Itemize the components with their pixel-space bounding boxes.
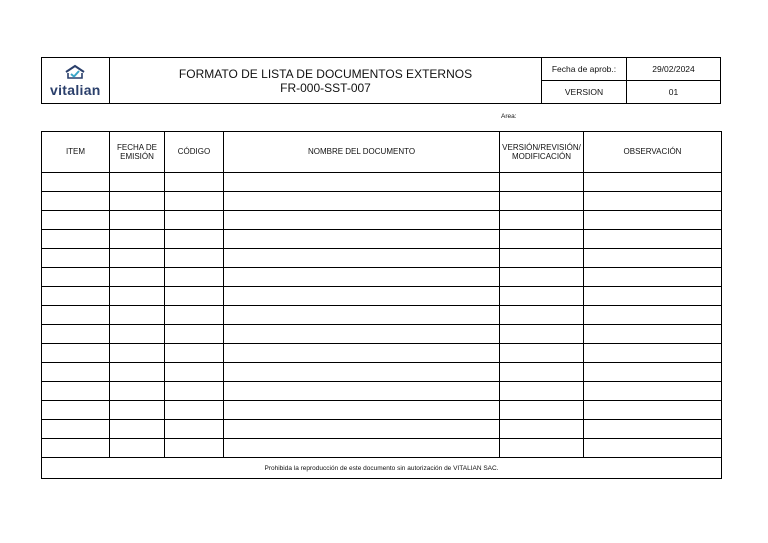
table-cell[interactable] (500, 249, 584, 268)
table-cell[interactable] (110, 325, 165, 344)
approval-row (542, 58, 720, 81)
footer-row (42, 458, 722, 479)
table-body (42, 173, 722, 458)
table-cell[interactable] (500, 439, 584, 458)
table-cell[interactable] (110, 306, 165, 325)
version-label: VERSION (542, 81, 627, 104)
documents-table (41, 131, 722, 479)
col-nombre-documento: NOMBRE DEL DOCUMENTO (224, 132, 500, 173)
title-block (110, 58, 542, 103)
table-header-row (42, 132, 722, 173)
table-cell[interactable] (165, 211, 224, 230)
table-cell[interactable] (42, 268, 110, 287)
table-row (42, 192, 722, 211)
logo-text: vitalian (50, 82, 101, 98)
table-cell[interactable] (500, 306, 584, 325)
table-cell[interactable] (165, 382, 224, 401)
table-cell[interactable] (224, 439, 500, 458)
table-row (42, 420, 722, 439)
table-cell[interactable] (500, 363, 584, 382)
table-cell[interactable] (500, 211, 584, 230)
table-cell[interactable] (165, 287, 224, 306)
table-cell[interactable] (165, 173, 224, 192)
table-row (42, 325, 722, 344)
table-cell[interactable] (42, 173, 110, 192)
table-row (42, 439, 722, 458)
table-row (42, 211, 722, 230)
table-cell[interactable] (165, 325, 224, 344)
table-cell[interactable] (165, 249, 224, 268)
table-cell[interactable] (500, 401, 584, 420)
table-cell[interactable] (584, 325, 722, 344)
table-cell[interactable] (42, 211, 110, 230)
table-cell[interactable] (165, 230, 224, 249)
table-cell[interactable] (584, 439, 722, 458)
table-cell[interactable] (224, 287, 500, 306)
table-cell[interactable] (110, 439, 165, 458)
table-cell[interactable] (42, 249, 110, 268)
table-cell[interactable] (584, 287, 722, 306)
document-header (41, 57, 721, 104)
table-row (42, 173, 722, 192)
house-check-icon (64, 64, 86, 80)
approval-date: 29/02/2024 (652, 63, 695, 74)
table-cell[interactable] (42, 401, 110, 420)
table-row (42, 363, 722, 382)
table-cell[interactable] (584, 268, 722, 287)
table-cell[interactable] (584, 401, 722, 420)
table-cell[interactable] (224, 306, 500, 325)
table-cell[interactable] (224, 420, 500, 439)
table-cell[interactable] (584, 344, 722, 363)
table-cell[interactable] (224, 382, 500, 401)
table-cell[interactable] (110, 287, 165, 306)
form-title: FORMATO DE LISTA DE DOCUMENTOS EXTERNOS (178, 66, 473, 81)
table-cell[interactable] (110, 420, 165, 439)
table-cell[interactable] (42, 306, 110, 325)
table-row (42, 401, 722, 420)
table-row (42, 306, 722, 325)
table-cell[interactable] (110, 230, 165, 249)
table-cell[interactable] (584, 249, 722, 268)
table-cell[interactable] (110, 268, 165, 287)
table-cell[interactable] (584, 211, 722, 230)
table-cell[interactable] (42, 230, 110, 249)
footer-note: Prohibida la reproducción de este documento sin autorización de VITALIAN SAC. (42, 458, 722, 479)
col-observacion: OBSERVACIÓN (584, 132, 722, 173)
table-row (42, 287, 722, 306)
table-cell[interactable] (500, 325, 584, 344)
area-label: Area: (501, 113, 517, 120)
col-fecha-emision: FECHA DE EMISIÓN (110, 132, 165, 173)
table-row (42, 249, 722, 268)
table-cell[interactable] (42, 344, 110, 363)
table-cell[interactable] (110, 401, 165, 420)
table-cell[interactable] (165, 439, 224, 458)
table-cell[interactable] (224, 230, 500, 249)
table-cell[interactable] (110, 382, 165, 401)
table-cell[interactable] (165, 306, 224, 325)
table-cell[interactable] (500, 192, 584, 211)
approval-label: Fecha de aprob.: (542, 58, 627, 80)
logo-block (42, 58, 110, 103)
col-version-revision: VERSIÓN/REVISIÓN/ MODIFICACIÓN (500, 132, 584, 173)
table-cell[interactable] (500, 230, 584, 249)
form-code: FR-000-SST-007 (280, 80, 371, 95)
table-cell[interactable] (110, 211, 165, 230)
table-cell[interactable] (165, 268, 224, 287)
table-cell[interactable] (224, 268, 500, 287)
table-cell[interactable] (500, 382, 584, 401)
table-cell[interactable] (500, 268, 584, 287)
table-row (42, 230, 722, 249)
version-value: 01 (668, 86, 679, 97)
table-cell[interactable] (165, 344, 224, 363)
table-cell[interactable] (224, 192, 500, 211)
table-row (42, 268, 722, 287)
table-cell[interactable] (584, 420, 722, 439)
table-cell[interactable] (224, 401, 500, 420)
table-cell[interactable] (42, 192, 110, 211)
table-cell[interactable] (584, 230, 722, 249)
table-cell[interactable] (165, 363, 224, 382)
table-cell[interactable] (42, 382, 110, 401)
table-row (42, 344, 722, 363)
col-codigo: CÓDIGO (165, 132, 224, 173)
table-cell[interactable] (110, 249, 165, 268)
table-cell[interactable] (224, 173, 500, 192)
col-item: ITEM (42, 132, 110, 173)
table-cell[interactable] (500, 420, 584, 439)
table-cell[interactable] (224, 344, 500, 363)
table-cell[interactable] (224, 249, 500, 268)
version-row (542, 81, 720, 104)
table-cell[interactable] (500, 287, 584, 306)
table-cell[interactable] (224, 363, 500, 382)
table-cell[interactable] (584, 173, 722, 192)
table-cell[interactable] (42, 287, 110, 306)
table-cell[interactable] (500, 173, 584, 192)
table-cell[interactable] (42, 363, 110, 382)
table-cell[interactable] (42, 325, 110, 344)
table-cell[interactable] (224, 211, 500, 230)
table-cell[interactable] (165, 192, 224, 211)
table-cell[interactable] (110, 173, 165, 192)
table-cell[interactable] (165, 401, 224, 420)
table-row (42, 382, 722, 401)
table-cell[interactable] (500, 344, 584, 363)
table-cell[interactable] (165, 420, 224, 439)
table-cell[interactable] (42, 420, 110, 439)
table-cell[interactable] (584, 192, 722, 211)
table-cell[interactable] (224, 325, 500, 344)
table-cell[interactable] (110, 192, 165, 211)
table-cell[interactable] (42, 439, 110, 458)
table-cell[interactable] (584, 306, 722, 325)
table-cell[interactable] (584, 382, 722, 401)
table-cell[interactable] (110, 363, 165, 382)
table-cell[interactable] (584, 363, 722, 382)
table-cell[interactable] (110, 344, 165, 363)
